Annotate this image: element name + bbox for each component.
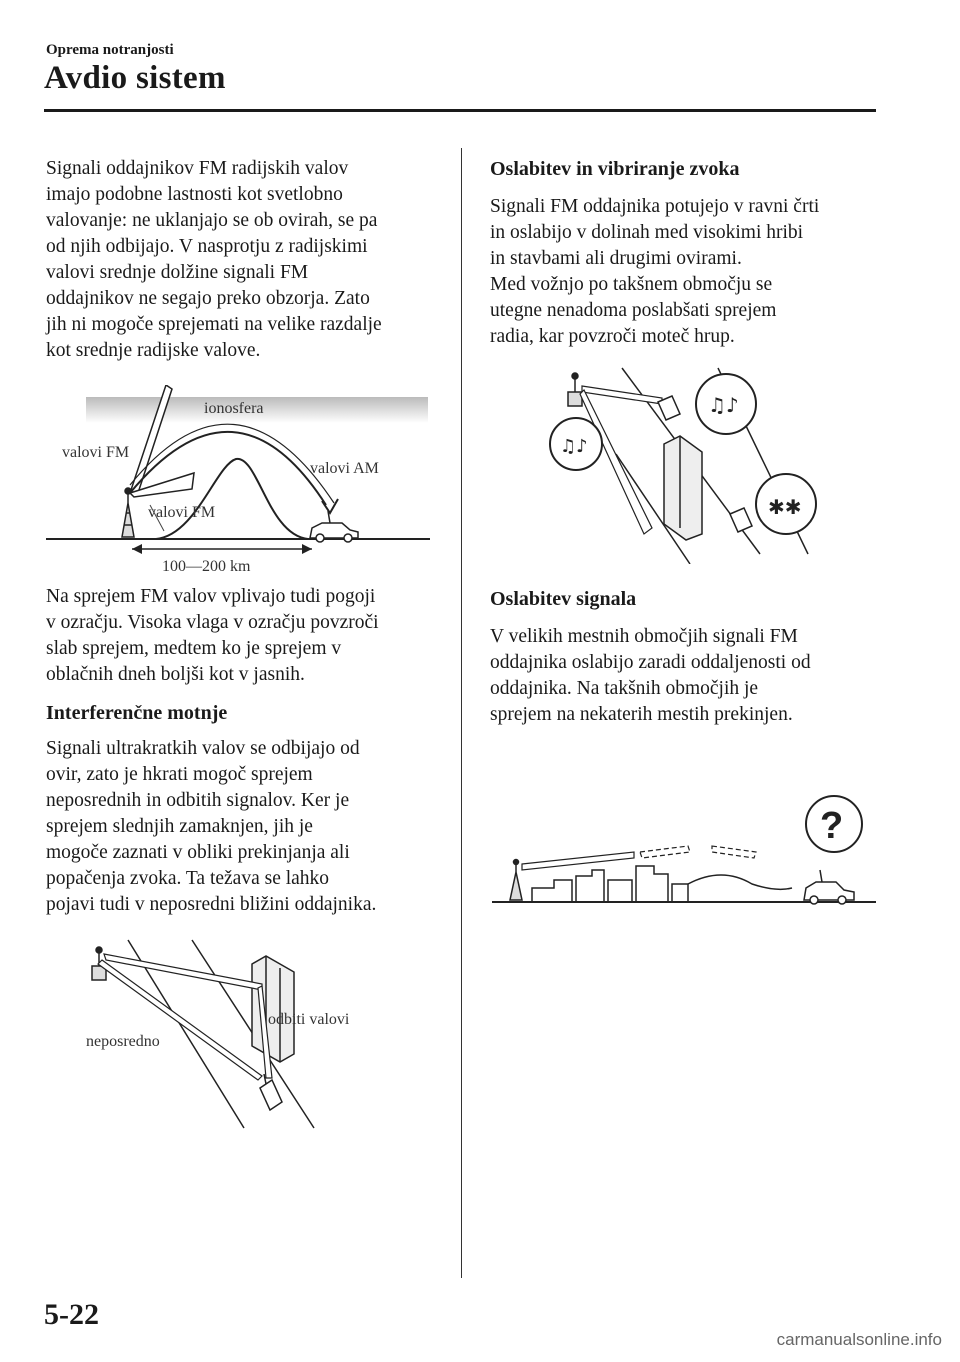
svg-text:✱✱: ✱✱ — [768, 495, 802, 519]
paragraph-weak-signal: V velikih mestnih območjih signali FM oddajnika oslabijo zaradi oddaljenosti od oddajnika. Na takšnih območjih je sprejem na nekaterih mestih prekinjen. — [490, 626, 811, 725]
svg-text:♫♪: ♫♪ — [560, 436, 588, 457]
figure-fading — [540, 364, 820, 564]
am-waves-label: valovi AM — [310, 460, 379, 477]
right-column — [490, 156, 880, 350]
section-label: Oprema notranjosti — [46, 42, 174, 58]
paragraph-interference: Signali ultrakratkih valov se odbijajo od ovir, zato je hkrati mogoč sprejem neposrednih in odbitih signalov. Ker je sprejem slednjih zamaknjen, jih je mogoče zaznati v obliki prekinjanja ali popačenja zvoka. Ta težava se lahko pojavi tudi v neposredni bližini oddajnika. — [46, 738, 377, 915]
direct-label: neposredno — [86, 1033, 160, 1050]
signal-arrow-weak — [640, 846, 690, 858]
svg-text:♫♪: ♫♪ — [708, 393, 739, 417]
signal-arrow-strong — [522, 852, 634, 870]
page-number: 5-22 — [44, 1298, 99, 1331]
heading-weak-signal: Oslabitev signala — [490, 588, 637, 610]
header-rule — [44, 109, 876, 112]
question-mark: ? — [820, 805, 844, 847]
page-title: Avdio sistem — [44, 60, 226, 96]
signal-arrow-to-car — [582, 386, 662, 404]
heading-interference: Interferenčne motnje — [46, 702, 228, 724]
heading-fading: Oslabitev in vibriranje zvoka — [490, 158, 740, 180]
fm-waves-label-bottom: valovi FM — [148, 504, 216, 521]
fm-waves-label-top: valovi FM — [62, 444, 130, 461]
figure-fm-am-waves — [46, 385, 446, 575]
left-column — [46, 156, 444, 364]
left-column-lower — [46, 584, 444, 918]
transmitter-tower-icon — [568, 373, 582, 406]
column-divider — [461, 148, 462, 1278]
reflected-label: odbiti valovi — [268, 1011, 350, 1028]
right-column-lower — [490, 586, 880, 728]
building-icon — [664, 436, 702, 540]
figure-reflected-waves — [76, 938, 386, 1138]
paragraph-fm-properties: Signali oddajnikov FM radijskih valov imajo podobne lastnosti kot svetlobno valovanje: ne uklanjajo se ob ovirah, se pa od njih odbijajo. V nasprotju z radijskimi valovi srednje dolžine signali FM oddajnikov ne segajo preko obzorja. Zato jih ni mogoče sprejemati na velike razdalje kot srednje radijske valove. — [46, 158, 382, 361]
paragraph-atmosphere: Na sprejem FM valov vplivajo tudi pogoji v ozračju. Visoka vlaga v ozračju povzroči slab sprejem, medtem ko je sprejem v oblačnih dneh boljši kot v jasnih. — [46, 586, 379, 685]
building-icon — [252, 956, 294, 1062]
figure-weak-signal — [492, 780, 876, 910]
car-icon — [804, 870, 854, 904]
car-icon — [260, 1074, 282, 1110]
signal-arrow-fading — [712, 846, 756, 858]
city-buildings — [532, 866, 688, 902]
distance-label: 100—200 km — [162, 558, 251, 575]
ionosphere-label: ionosfera — [204, 400, 264, 417]
watermark: carmanualsonline.info — [776, 1330, 942, 1349]
car-icon — [310, 511, 358, 542]
hill — [156, 459, 308, 539]
paragraph-fading: Signali FM oddajnika potujejo v ravni črti in oslabijo v dolinah med visokimi hribi in stavbami ali drugimi ovirami. Med vožnjo po takšnem območju se utegne nenadoma poslabšati sprejem radia, kar povzroči moteč hrup. — [490, 196, 820, 347]
direct-wave-arrow — [98, 960, 262, 1080]
transmitter-tower-icon — [510, 860, 522, 901]
